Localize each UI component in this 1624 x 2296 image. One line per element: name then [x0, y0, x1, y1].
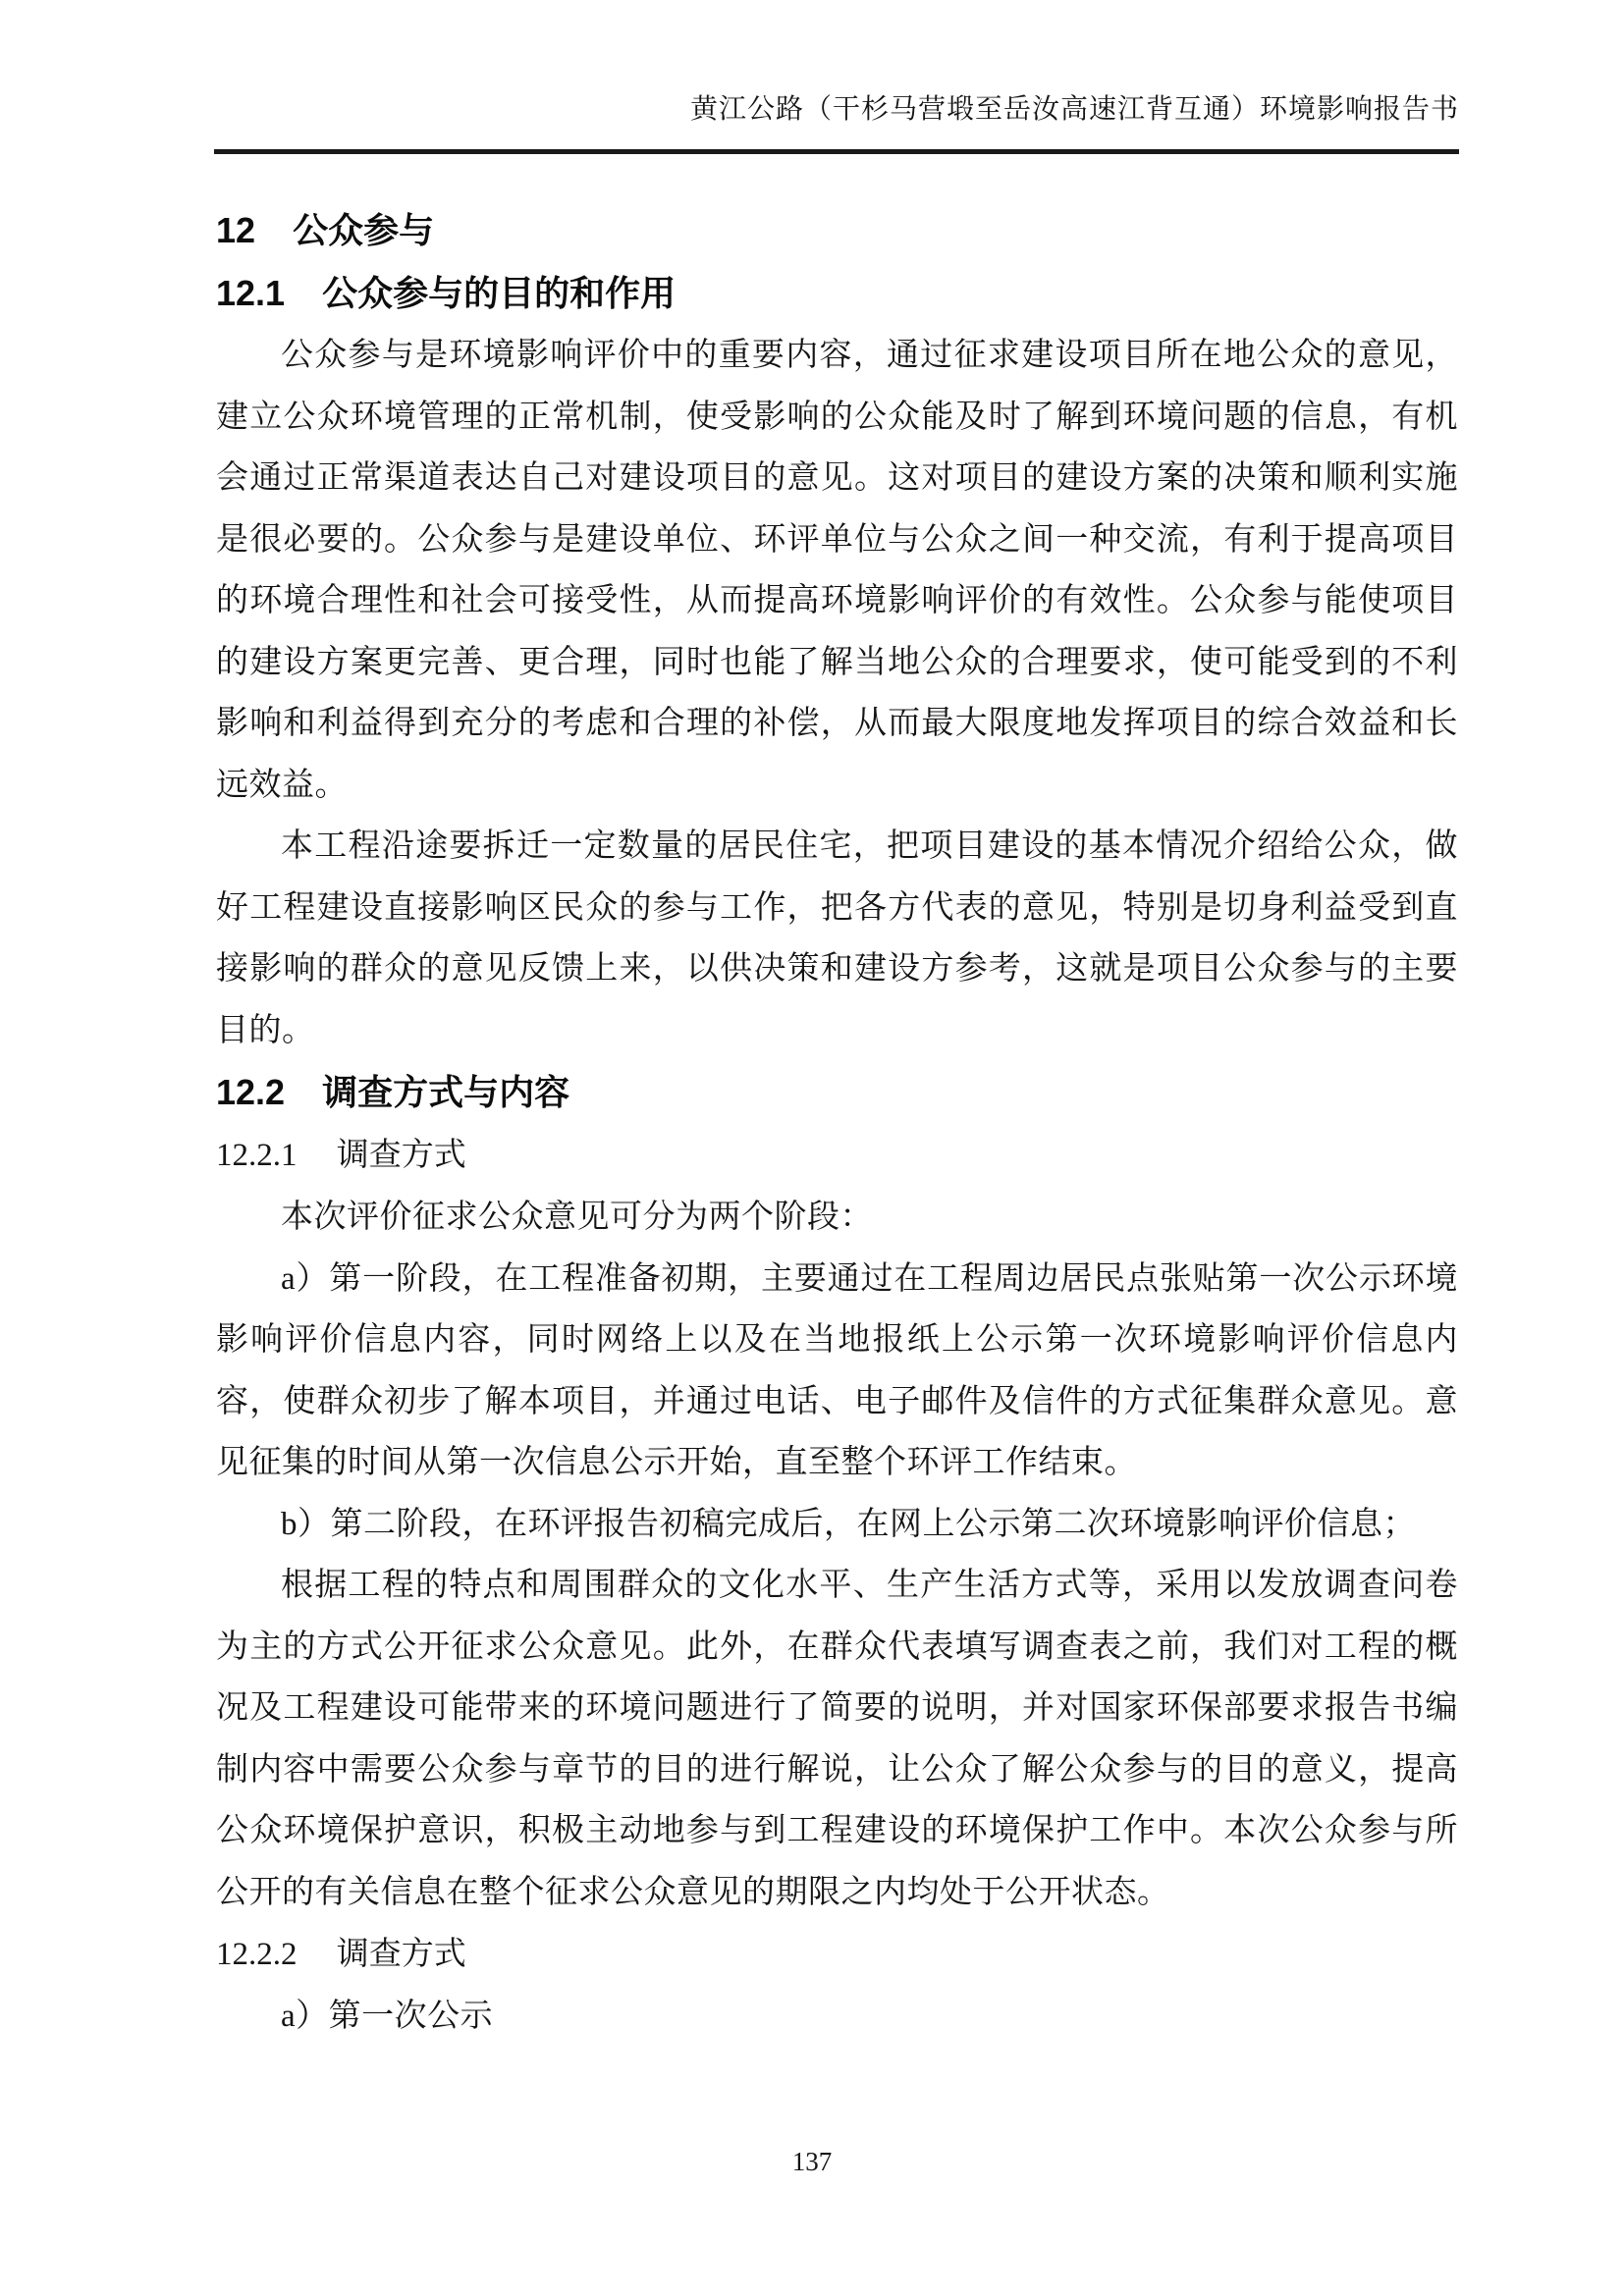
- section-12-2-1-heading: [216, 1124, 1458, 1187]
- section-12-2-number: 12.2: [216, 1072, 286, 1112]
- section-12-2-1-number: 12.2.1: [216, 1138, 298, 1173]
- section-12-1-number: 12.1: [216, 273, 286, 313]
- page-number: 137: [791, 2147, 833, 2176]
- page-footer: [0, 2142, 1624, 2181]
- section-12-2-title: 调查方式与内容: [322, 1072, 570, 1112]
- section-12-2-2-number: 12.2.2: [216, 1937, 298, 1972]
- chapter-title: 公众参与: [293, 210, 435, 250]
- paragraph: 根据工程的特点和周围群众的文化水平、生产生活方式等，采用以发放调查问卷为主的方式公开征求公众意见。此外，在群众代表填写调查表之前，我们对工程的概况及工程建设可能带来的环境问题进行了简要的说明，并对国家环保部要求报告书编制内容中需要公众参与章节的目的进行解说，让公众了解公众参与的目的意义，提高公众环境保护意识，积极主动地参与到工程建设的环境保护工作中。本次公众参与所公开的有关信息在整个征求公众意见的期限之内均处于公开状态。: [216, 1568, 1458, 1910]
- section-12-2-2-heading: [216, 1923, 1458, 1986]
- document-body: [216, 199, 1458, 2048]
- chapter-heading: [216, 199, 1458, 262]
- page-header: [214, 90, 1459, 130]
- paragraph: 公众参与是环境影响评价中的重要内容，通过征求建设项目所在地公众的意见，建立公众环境管理的正常机制，使受影响的公众能及时了解到环境问题的信息，有机会通过正常渠道表达自己对建设项目的意见。这对项目的建设方案的决策和顺利实施是很必要的。公众参与是建设单位、环评单位与公众之间一种交流，有利于提高项目的环境合理性和社会可接受性，从而提高环境影响评价的有效性。公众参与能使项目的建设方案更完善、更合理，同时也能了解当地公众的合理要求，使可能受到的不利影响和利益得到充分的考虑和合理的补偿，从而最大限度地发挥项目的综合效益和长远效益。: [216, 338, 1458, 803]
- section-12-2-1-title: 调查方式: [336, 1138, 466, 1173]
- paragraph: a）第一次公示: [281, 1999, 494, 2034]
- paragraph: 本次评价征求公众意见可分为两个阶段：: [281, 1200, 873, 1235]
- paragraph: b）第二阶段，在环评报告初稿完成后，在网上公示第二次环境影响评价信息；: [281, 1506, 1416, 1542]
- paragraph: 本工程沿途要拆迁一定数量的居民住宅，把项目建设的基本情况介绍给公众，做好工程建设直接影响区民众的参与工作，把各方代表的意见，特别是切身利益受到直接影响的群众的意见反馈上来，以供决策和建设方参考，这就是项目公众参与的主要目的。: [216, 828, 1458, 1048]
- section-12-1-title: 公众参与的目的和作用: [322, 273, 677, 313]
- section-12-2-2-title: 调查方式: [336, 1937, 466, 1972]
- section-12-1-heading: [216, 262, 1458, 325]
- paragraph: a）第一阶段，在工程准备初期，主要通过在工程周边居民点张贴第一次公示环境影响评价信息内容，同时网络上以及在当地报纸上公示第一次环境影响评价信息内容，使群众初步了解本项目，并通过电话、电子邮件及信件的方式征集群众意见。意见征集的时间从第一次信息公示开始，直至整个环评工作结束。: [216, 1260, 1458, 1480]
- header-rule: [214, 149, 1459, 154]
- report-header-title: 黄江公路（干杉马营塅至岳汝高速江背互通）环境影响报告书: [689, 94, 1459, 125]
- chapter-number: 12: [216, 210, 256, 250]
- section-12-2-heading: [216, 1061, 1458, 1124]
